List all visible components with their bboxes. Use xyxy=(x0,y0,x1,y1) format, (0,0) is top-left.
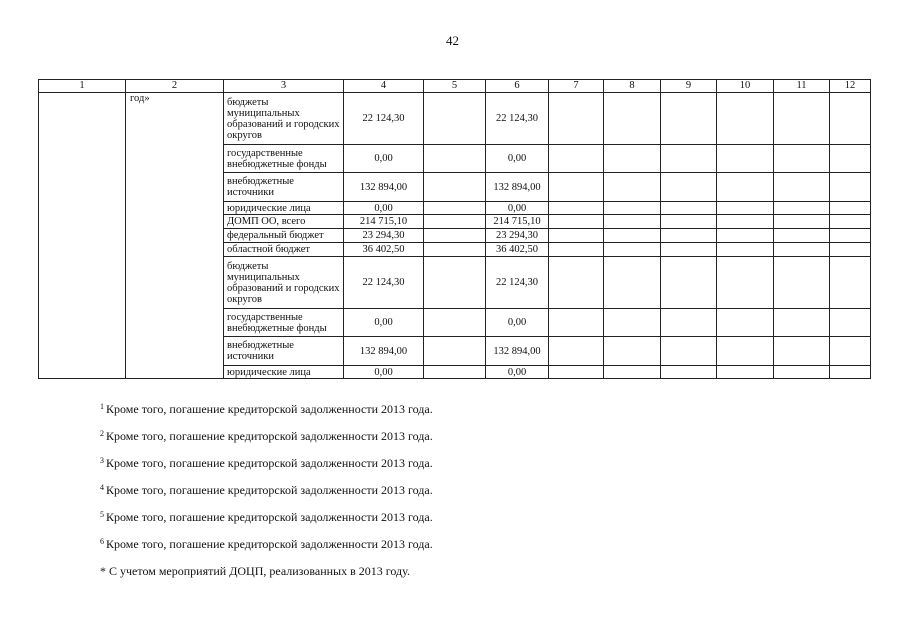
empty-cell xyxy=(830,173,871,202)
empty-cell xyxy=(661,257,717,309)
footnote-text: Кроме того, погашение кредиторской задолженности 2013 года. xyxy=(106,402,433,416)
empty-cell xyxy=(549,215,604,229)
footnote-text: Кроме того, погашение кредиторской задолженности 2013 года. xyxy=(106,429,433,443)
empty-cell xyxy=(717,145,774,173)
value-cell: 36 402,50 xyxy=(486,243,549,257)
empty-cell xyxy=(774,257,830,309)
value-cell: 0,00 xyxy=(344,145,424,173)
footnote-mark: 1 xyxy=(100,402,104,411)
column-number-row xyxy=(39,80,871,93)
empty-cell xyxy=(424,215,486,229)
column-header: 9 xyxy=(661,80,717,93)
table-row xyxy=(39,93,871,145)
col2-cell: год» xyxy=(126,93,224,379)
empty-cell xyxy=(774,145,830,173)
empty-cell xyxy=(774,93,830,145)
value-cell: 23 294,30 xyxy=(486,229,549,243)
footnote-text: Кроме того, погашение кредиторской задолженности 2013 года. xyxy=(106,537,433,551)
empty-cell xyxy=(774,337,830,366)
empty-cell xyxy=(549,243,604,257)
empty-cell xyxy=(774,243,830,257)
footnote-text: Кроме того, погашение кредиторской задолженности 2013 года. xyxy=(106,456,433,470)
empty-cell xyxy=(661,145,717,173)
column-header: 3 xyxy=(224,80,344,93)
funding-source-cell: юридические лица xyxy=(224,202,344,215)
value-cell: 22 124,30 xyxy=(486,257,549,309)
empty-cell xyxy=(717,202,774,215)
footnote-mark: 5 xyxy=(100,510,104,519)
column-header: 6 xyxy=(486,80,549,93)
empty-cell xyxy=(604,202,661,215)
empty-cell xyxy=(424,202,486,215)
empty-cell xyxy=(717,243,774,257)
empty-cell xyxy=(830,257,871,309)
empty-cell xyxy=(424,366,486,379)
empty-cell xyxy=(830,366,871,379)
empty-cell xyxy=(549,145,604,173)
empty-cell xyxy=(424,243,486,257)
empty-cell xyxy=(424,145,486,173)
empty-cell xyxy=(661,202,717,215)
empty-cell xyxy=(830,243,871,257)
funding-source-cell: государственные внебюджетные фонды xyxy=(224,145,344,173)
empty-cell xyxy=(424,309,486,337)
empty-cell xyxy=(717,173,774,202)
empty-cell xyxy=(774,173,830,202)
value-cell: 214 715,10 xyxy=(486,215,549,229)
empty-cell xyxy=(774,366,830,379)
column-header: 11 xyxy=(774,80,830,93)
column-header: 5 xyxy=(424,80,486,93)
empty-cell xyxy=(830,202,871,215)
funding-source-cell: ДОМП ОО, всего xyxy=(224,215,344,229)
footnote xyxy=(100,535,433,562)
footnote-mark: 3 xyxy=(100,456,104,465)
value-cell: 132 894,00 xyxy=(344,337,424,366)
footnotes xyxy=(100,400,433,589)
empty-cell xyxy=(604,229,661,243)
empty-cell xyxy=(604,257,661,309)
value-cell: 214 715,10 xyxy=(344,215,424,229)
empty-cell xyxy=(661,229,717,243)
footnote-text: Кроме того, погашение кредиторской задолженности 2013 года. xyxy=(106,510,433,524)
empty-cell xyxy=(604,309,661,337)
empty-cell xyxy=(424,337,486,366)
column-header: 10 xyxy=(717,80,774,93)
value-cell: 0,00 xyxy=(486,366,549,379)
empty-cell xyxy=(830,93,871,145)
column-header: 12 xyxy=(830,80,871,93)
footnote xyxy=(100,562,433,589)
footnote-text: Кроме того, погашение кредиторской задолженности 2013 года. xyxy=(106,483,433,497)
empty-cell xyxy=(549,309,604,337)
value-cell: 132 894,00 xyxy=(486,173,549,202)
value-cell: 0,00 xyxy=(344,366,424,379)
empty-cell xyxy=(604,145,661,173)
empty-cell xyxy=(717,366,774,379)
empty-cell xyxy=(549,257,604,309)
empty-cell xyxy=(717,215,774,229)
column-header: 2 xyxy=(126,80,224,93)
empty-cell xyxy=(830,215,871,229)
footnote xyxy=(100,481,433,508)
empty-cell xyxy=(604,243,661,257)
empty-cell xyxy=(604,93,661,145)
value-cell: 0,00 xyxy=(344,309,424,337)
empty-cell xyxy=(774,309,830,337)
footnote xyxy=(100,508,433,535)
empty-cell xyxy=(549,202,604,215)
empty-cell xyxy=(717,229,774,243)
value-cell: 132 894,00 xyxy=(486,337,549,366)
empty-cell xyxy=(424,173,486,202)
value-cell: 0,00 xyxy=(344,202,424,215)
empty-cell xyxy=(661,309,717,337)
empty-cell xyxy=(424,229,486,243)
funding-source-cell: бюджеты муниципальных образований и городских округов xyxy=(224,93,344,145)
empty-cell xyxy=(774,202,830,215)
funding-source-cell: юридические лица xyxy=(224,366,344,379)
footnote-mark: 4 xyxy=(100,483,104,492)
funding-source-cell: областной бюджет xyxy=(224,243,344,257)
funding-source-cell: государственные внебюджетные фонды xyxy=(224,309,344,337)
footnote-mark: 6 xyxy=(100,537,104,546)
empty-cell xyxy=(549,93,604,145)
empty-cell xyxy=(424,93,486,145)
empty-cell xyxy=(717,337,774,366)
value-cell: 36 402,50 xyxy=(344,243,424,257)
empty-cell xyxy=(604,215,661,229)
value-cell: 0,00 xyxy=(486,309,549,337)
col1-cell xyxy=(39,93,126,379)
empty-cell xyxy=(774,229,830,243)
value-cell: 0,00 xyxy=(486,145,549,173)
empty-cell xyxy=(661,337,717,366)
empty-cell xyxy=(604,173,661,202)
empty-cell xyxy=(717,257,774,309)
empty-cell xyxy=(830,309,871,337)
empty-cell xyxy=(774,215,830,229)
empty-cell xyxy=(424,257,486,309)
funding-table xyxy=(38,79,871,379)
value-cell: 132 894,00 xyxy=(344,173,424,202)
footnote xyxy=(100,400,433,427)
page-number: 42 xyxy=(446,33,459,48)
empty-cell xyxy=(549,337,604,366)
empty-cell xyxy=(661,93,717,145)
funding-source-cell: внебюджетные источники xyxy=(224,173,344,202)
footnote-text: С учетом мероприятий ДОЦП, реализованных в 2013 году. xyxy=(109,564,410,578)
column-header: 7 xyxy=(549,80,604,93)
empty-cell xyxy=(661,173,717,202)
footnote xyxy=(100,454,433,481)
empty-cell xyxy=(830,229,871,243)
empty-cell xyxy=(549,229,604,243)
value-cell: 0,00 xyxy=(486,202,549,215)
empty-cell xyxy=(661,215,717,229)
empty-cell xyxy=(604,366,661,379)
empty-cell xyxy=(549,173,604,202)
column-header: 4 xyxy=(344,80,424,93)
empty-cell xyxy=(717,93,774,145)
empty-cell xyxy=(830,337,871,366)
value-cell: 22 124,30 xyxy=(344,257,424,309)
value-cell: 23 294,30 xyxy=(344,229,424,243)
footnote-mark: * xyxy=(100,564,106,578)
column-header: 1 xyxy=(39,80,126,93)
value-cell: 22 124,30 xyxy=(344,93,424,145)
footnote xyxy=(100,427,433,454)
empty-cell xyxy=(661,366,717,379)
empty-cell xyxy=(549,366,604,379)
funding-source-cell: внебюджетные источники xyxy=(224,337,344,366)
empty-cell xyxy=(717,309,774,337)
funding-source-cell: бюджеты муниципальных образований и городских округов xyxy=(224,257,344,309)
footnote-mark: 2 xyxy=(100,429,104,438)
empty-cell xyxy=(604,337,661,366)
empty-cell xyxy=(661,243,717,257)
value-cell: 22 124,30 xyxy=(486,93,549,145)
empty-cell xyxy=(830,145,871,173)
funding-source-cell: федеральный бюджет xyxy=(224,229,344,243)
column-header: 8 xyxy=(604,80,661,93)
